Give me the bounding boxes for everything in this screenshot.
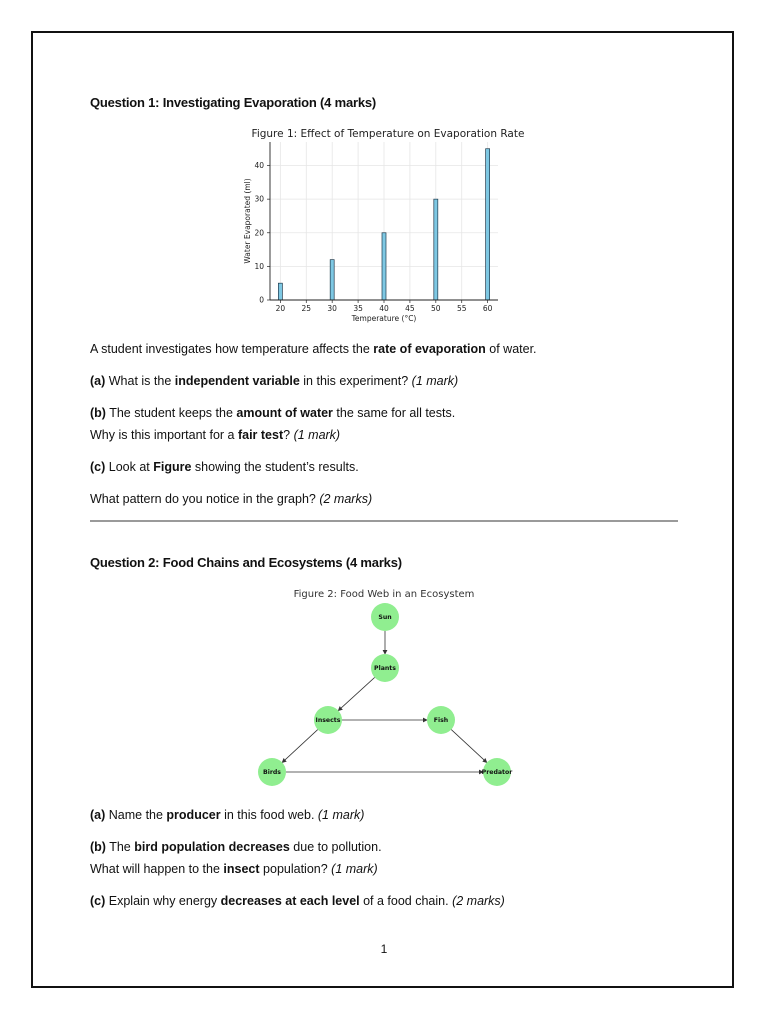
x-tick-label: 55 <box>456 304 467 313</box>
bar-20 <box>278 283 282 300</box>
page-number: 1 <box>380 942 388 956</box>
node-label-birds: Birds <box>262 769 282 777</box>
food-web-diagram <box>248 582 520 796</box>
bar-60 <box>486 149 490 300</box>
x-tick-label: 50 <box>431 304 441 313</box>
evaporation-bar-chart <box>236 124 532 324</box>
x-tick-label: 60 <box>482 304 493 313</box>
y-tick-label: 40 <box>254 161 264 171</box>
node-label-plants: Plants <box>374 665 396 673</box>
question-2-title: Question 2: Food Chains and Ecosystems (4 marks) <box>90 555 402 570</box>
x-tick-label: 20 <box>275 304 286 313</box>
q2-part-a: (a) Name the producer in this food web. (1 mark) <box>90 808 365 822</box>
edge-insects-birds <box>282 730 317 763</box>
q1-part-a: (a) What is the independent variable in this experiment? (1 mark) <box>90 374 459 388</box>
x-tick-label: 25 <box>301 304 312 313</box>
y-tick-label: 0 <box>259 295 264 305</box>
q1-part-c: (c) Look at Figure showing the student’s results. <box>90 460 359 474</box>
q1-part-c-question: What pattern do you notice in the graph? (2 marks) <box>90 492 373 506</box>
node-label-sun: Sun <box>378 614 392 622</box>
y-tick-label: 10 <box>254 261 264 271</box>
x-tick-label: 45 <box>405 304 415 313</box>
y-axis-label: Water Evaporated (ml) <box>243 178 252 264</box>
bar-40 <box>382 233 386 300</box>
edge-fish-predator <box>451 730 486 763</box>
section-divider <box>90 520 678 522</box>
x-tick-label: 35 <box>353 304 363 313</box>
y-tick-label: 30 <box>254 194 264 204</box>
x-tick-label: 40 <box>379 304 389 313</box>
y-tick-label: 20 <box>254 228 264 238</box>
diagram-title: Figure 2: Food Web in an Ecosystem <box>293 589 475 600</box>
node-label-fish: Fish <box>433 717 449 725</box>
bar-50 <box>434 199 438 300</box>
chart-title: Figure 1: Effect of Temperature on Evaporation Rate <box>251 128 525 140</box>
q1-intro: A student investigates how temperature affects the rate of evaporation of water. <box>90 342 537 356</box>
node-label-insects: Insects <box>315 717 341 725</box>
x-tick-label: 30 <box>327 304 337 313</box>
node-label-predator: Predator <box>481 769 513 777</box>
bar-30 <box>330 260 334 300</box>
q1-part-b: (b) The student keeps the amount of water the same for all tests. Why is this important for a fair test? (1 mark) <box>90 406 456 442</box>
x-axis-label: Temperature (°C) <box>351 314 417 323</box>
q2-part-c: (c) Explain why energy decreases at each level of a food chain. (2 marks) <box>90 894 505 908</box>
question-1-title: Question 1: Investigating Evaporation (4 marks) <box>90 95 377 110</box>
edge-plants-insects <box>338 677 374 710</box>
q2-part-b: (b) The bird population decreases due to pollution. What will happen to the insect population? (1 mark) <box>90 840 382 876</box>
